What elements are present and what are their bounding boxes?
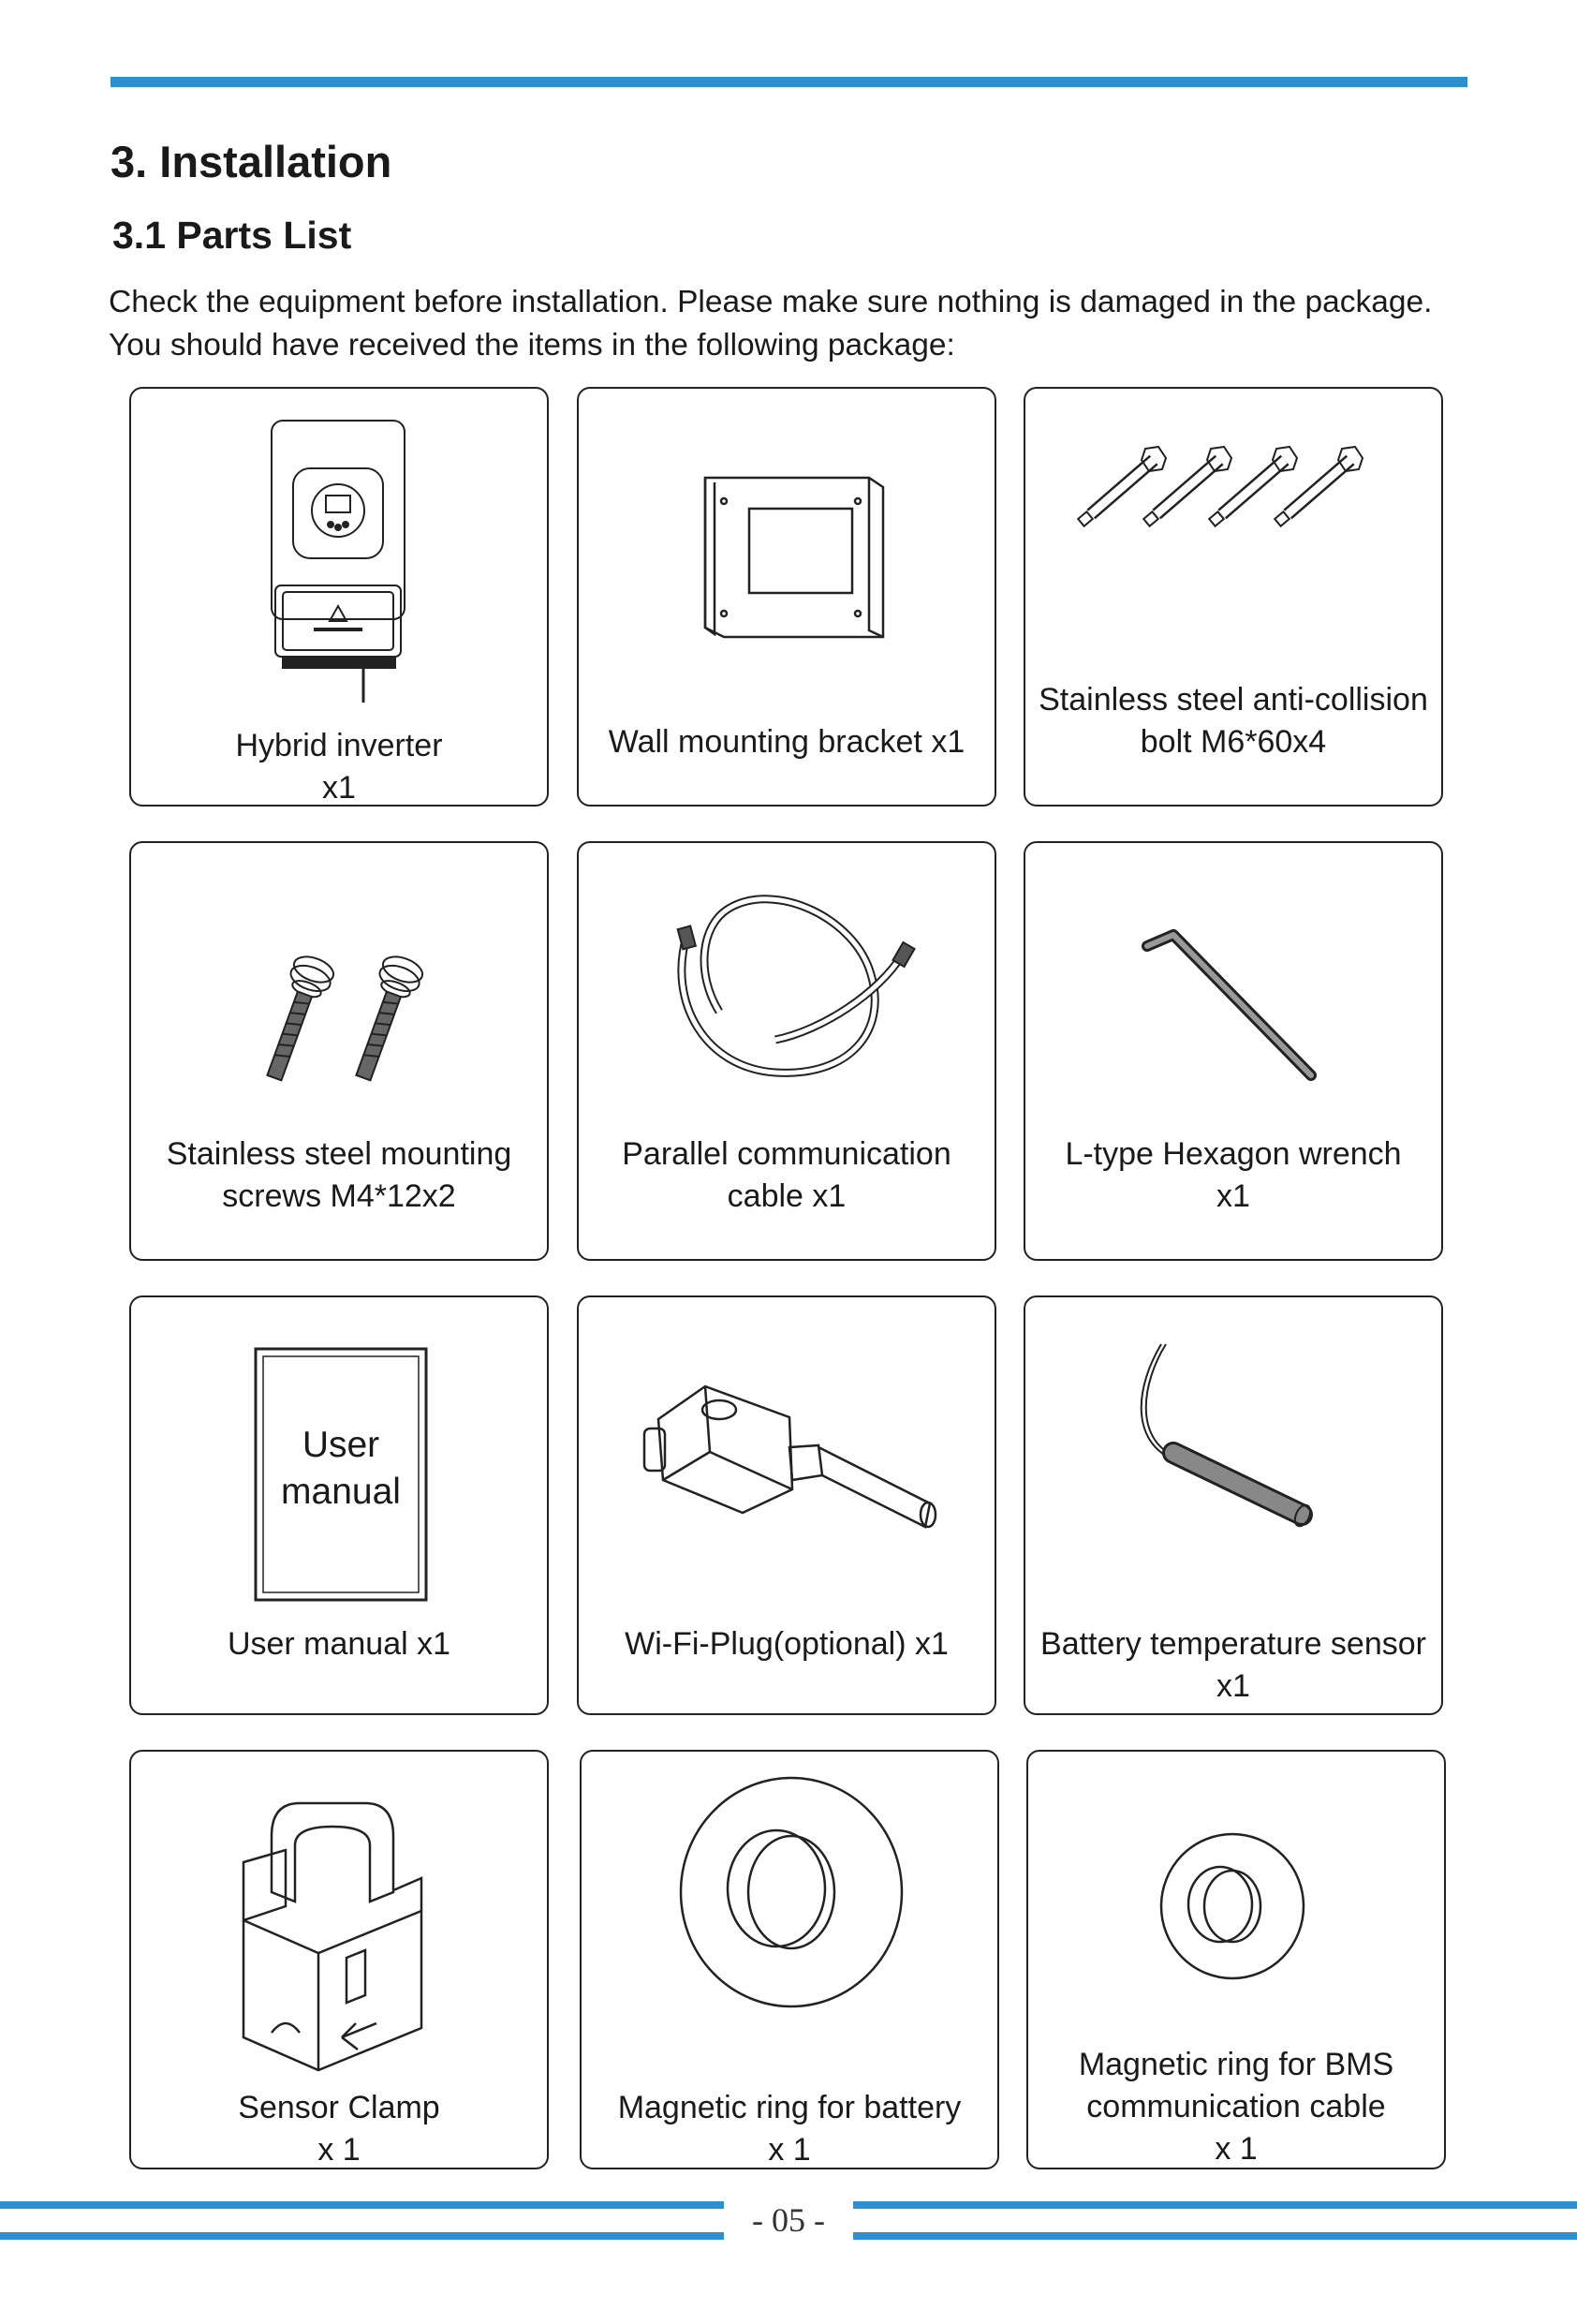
part-card-wifi-plug [577, 1295, 996, 1715]
part-card-wall-bracket [577, 387, 996, 807]
footer-rule-left-top [0, 2201, 724, 2209]
part-card-magnetic-ring-battery [580, 1750, 999, 2169]
part-card-mounting-screw [129, 841, 549, 1261]
intro-paragraph [109, 281, 1532, 367]
part-label: Wi-Fi-Plug(optional) x1 [625, 1626, 949, 1662]
section-title: 3. Installation [111, 137, 392, 186]
part-card-communication-cable [577, 841, 996, 1261]
part-card-temperature-sensor [1024, 1295, 1443, 1715]
subsection-title: 3.1 Parts List [112, 214, 352, 257]
part-card-hex-wrench [1024, 841, 1443, 1261]
part-label: Parallel communication cable x1 [622, 1136, 951, 1214]
header-rule [111, 77, 1467, 87]
footer-rule-left-bottom [0, 2232, 724, 2240]
part-label: Stainless steel anti-collision bolt M6*60x4 [1039, 682, 1428, 760]
part-card-magnetic-ring-bms [1026, 1750, 1446, 2169]
part-label: Stainless steel mounting screws M4*12x2 [166, 1136, 512, 1214]
intro-line-1: Check the equipment before installation. Please make sure nothing is damaged in the package. [109, 285, 1433, 319]
footer-rule-right-bottom [853, 2232, 1577, 2240]
intro-line-2: You should have received the items in the following package: [109, 328, 955, 363]
part-card-sensor-clamp [129, 1750, 549, 2169]
footer-rule-right-top [853, 2201, 1577, 2209]
part-label: Sensor Clamp x 1 [238, 2090, 440, 2168]
manual-cover-text: User manual [281, 1425, 401, 1512]
page-number: - 05 - [752, 2201, 825, 2239]
part-card-hybrid-inverter [129, 387, 549, 807]
part-label: Magnetic ring for battery x 1 [617, 2090, 962, 2168]
part-label: Battery temperature sensor x1 [1040, 1626, 1426, 1704]
part-label: Magnetic ring for BMS communication cable x 1 [1078, 2047, 1394, 2167]
part-card-user-manual [129, 1295, 549, 1715]
part-label: L-type Hexagon wrench x1 [1065, 1136, 1402, 1214]
part-label: User manual x1 [227, 1626, 451, 1662]
part-label: Hybrid inverter x1 [235, 728, 443, 806]
part-card-anchor-bolt [1024, 387, 1443, 807]
part-label: Wall mounting bracket x1 [608, 724, 965, 760]
